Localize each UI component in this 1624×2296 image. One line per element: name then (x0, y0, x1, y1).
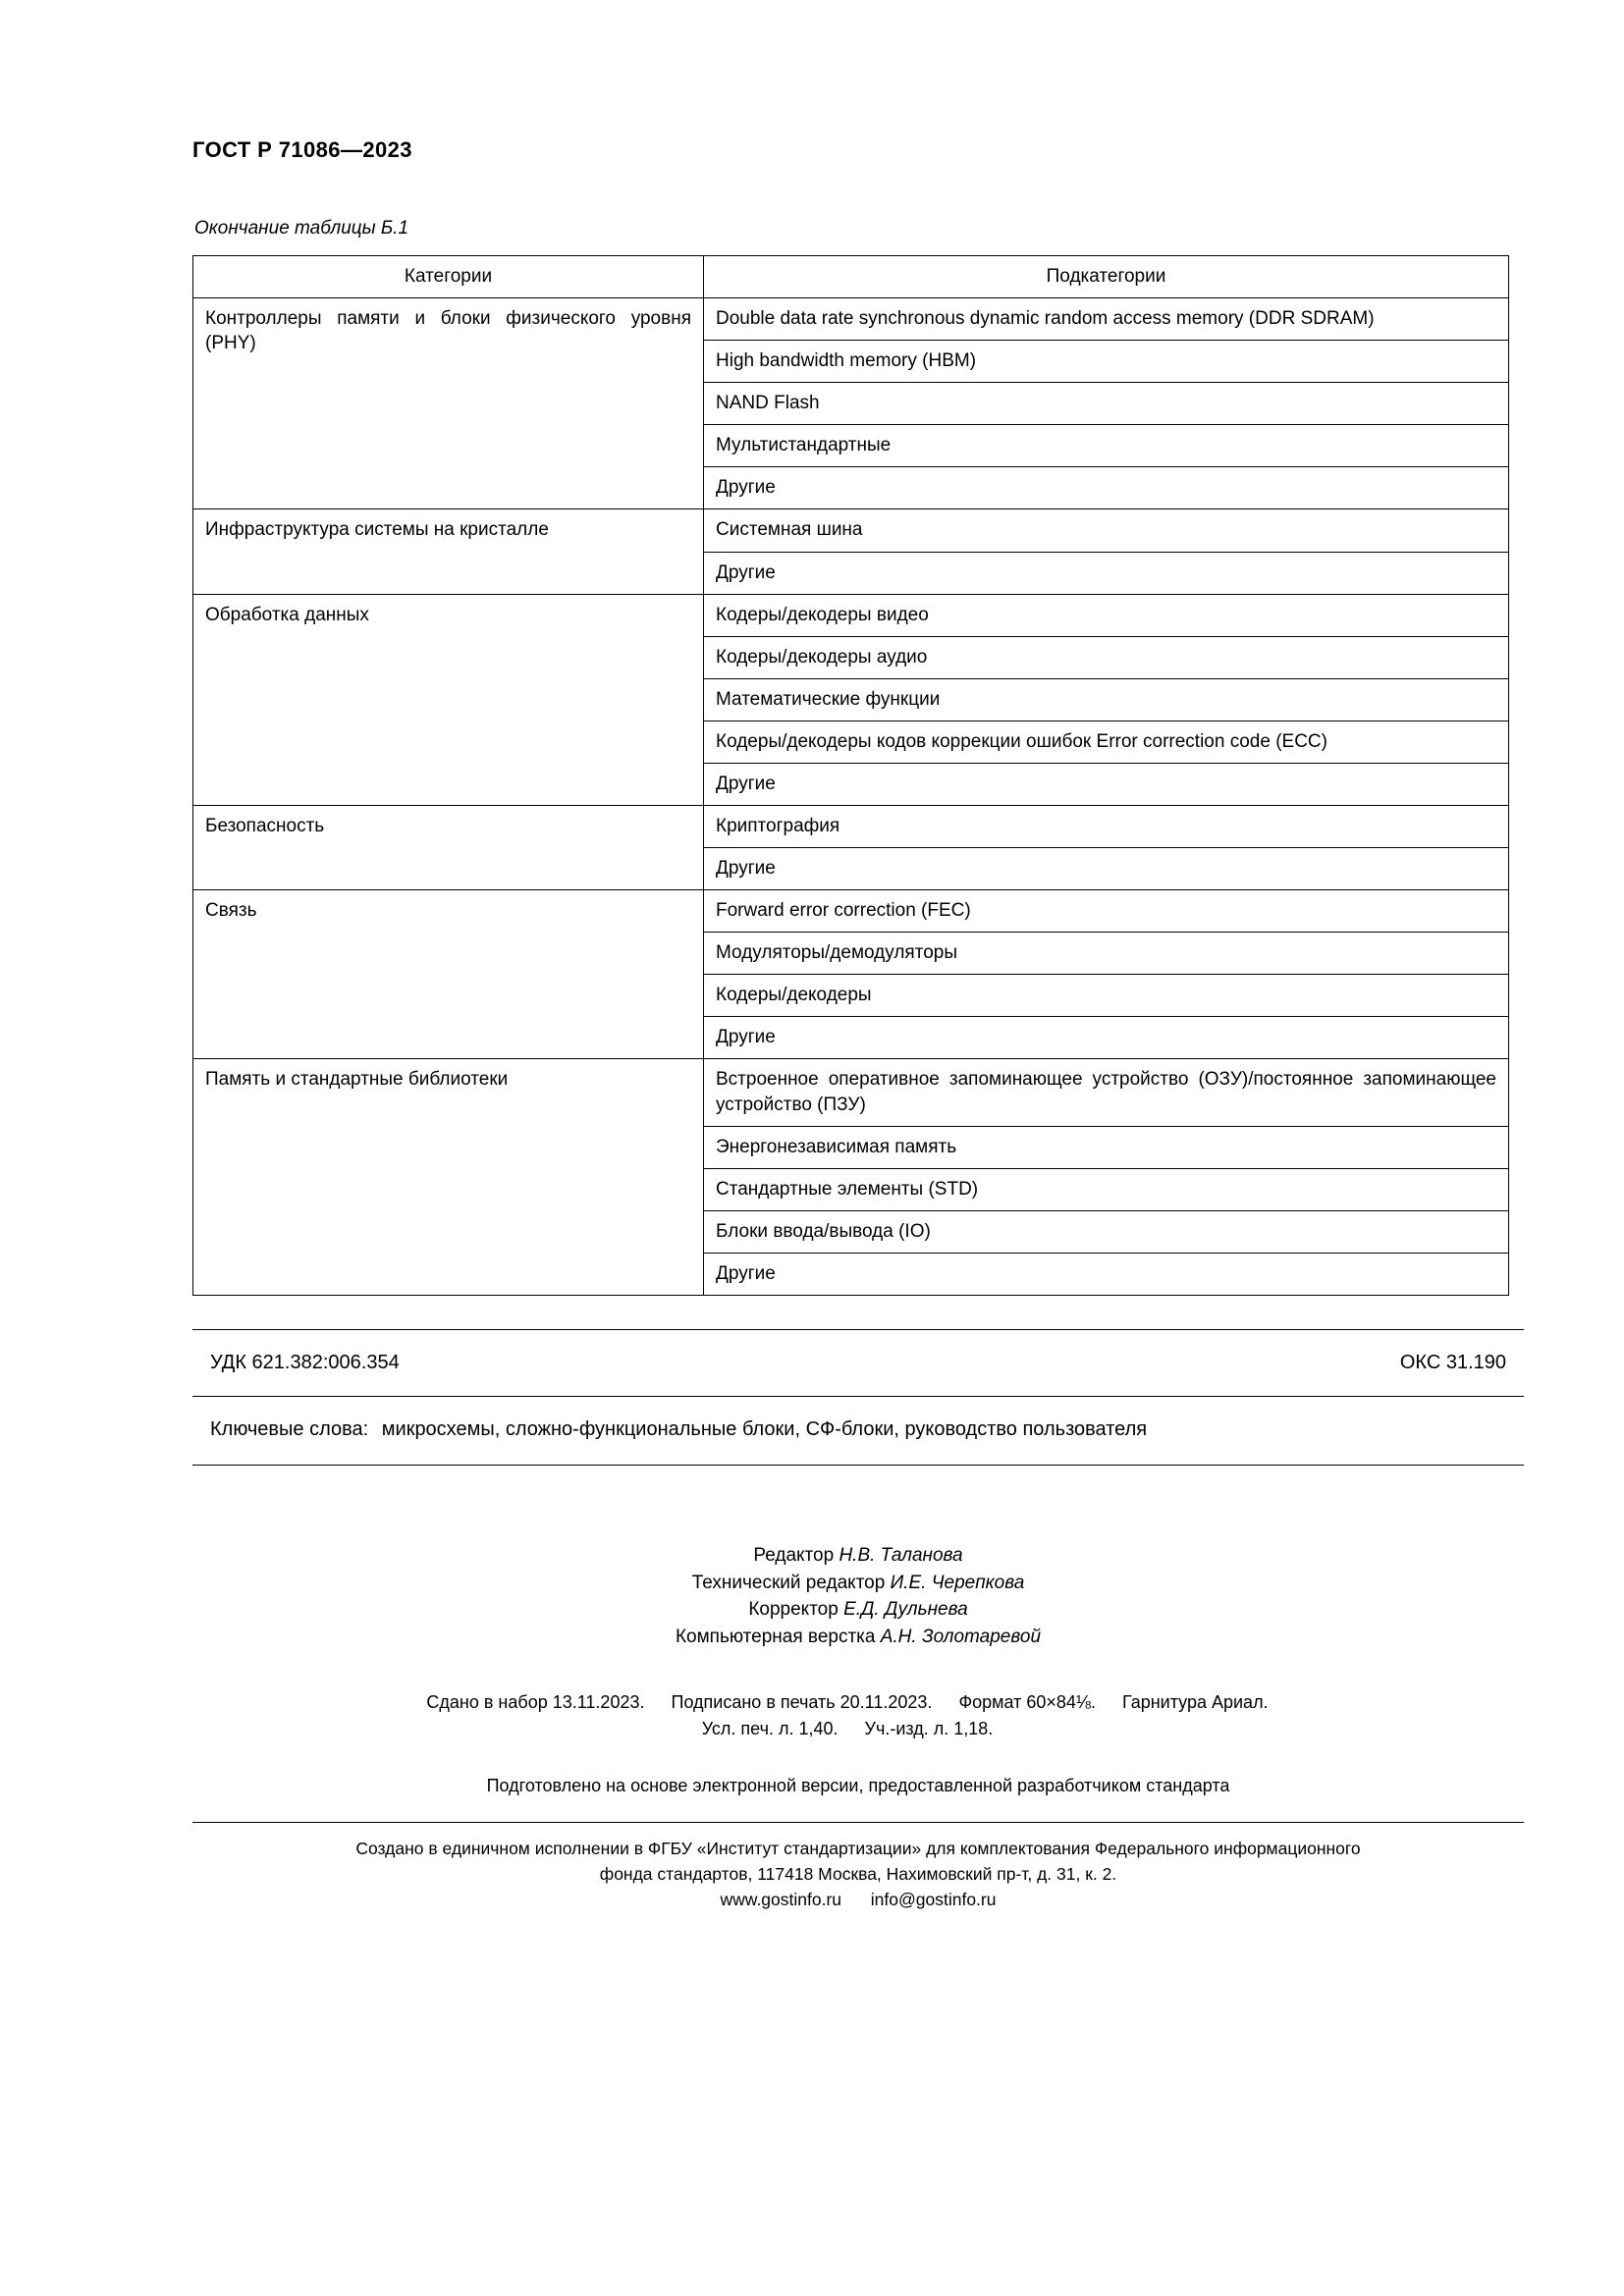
footer-line-3 (192, 1888, 1524, 1913)
subcategory-cell: Double data rate synchronous dynamic random access memory (DDR SDRAM) (704, 298, 1509, 341)
table-row (193, 298, 1509, 341)
column-header-categories: Категории (193, 256, 704, 298)
print-info-part: Подписано в печать 20.11.2023. (671, 1692, 933, 1713)
udk-code: УДК 621.382:006.354 (210, 1351, 400, 1373)
subcategory-cell: Энергонезависимая память (704, 1126, 1509, 1168)
print-info-line-2 (192, 1716, 1524, 1742)
category-cell: Безопасность (193, 806, 704, 890)
prepared-note: Подготовлено на основе электронной версии, предоставленной разработчиком стандарта (486, 1776, 1230, 1796)
credit-line (192, 1596, 1524, 1624)
publisher-website[interactable]: www.gostinfo.ru (720, 1889, 842, 1909)
print-info-part: Уч.-изд. л. 1,18. (864, 1719, 994, 1739)
category-cell: Контроллеры памяти и блоки физического уровня (PHY) (193, 298, 704, 509)
subcategory-cell: Другие (704, 763, 1509, 805)
print-info-block (192, 1689, 1524, 1742)
subcategory-cell: Forward error correction (FEC) (704, 890, 1509, 933)
subcategory-cell: Кодеры/декодеры (704, 975, 1509, 1017)
subcategory-cell: Другие (704, 1253, 1509, 1295)
credit-name: Н.В. Таланова (839, 1544, 963, 1566)
subcategory-cell: Стандартные элементы (STD) (704, 1168, 1509, 1210)
subcategory-cell: Криптография (704, 806, 1509, 848)
keywords-value: микросхемы, сложно-функциональные блоки, СФ-блоки, руководство пользователя (381, 1417, 1148, 1440)
subcategory-cell: Модуляторы/демодуляторы (704, 933, 1509, 975)
table-row (193, 890, 1509, 933)
print-info-line-1 (192, 1689, 1524, 1716)
subcategory-cell: Математические функции (704, 678, 1509, 721)
subcategory-cell: Кодеры/декодеры кодов коррекции ошибок Error correction code (ECC) (704, 721, 1509, 763)
column-header-subcategories: Подкатегории (704, 256, 1509, 298)
subcategory-cell: High bandwidth memory (HBM) (704, 341, 1509, 383)
table-header-row (193, 256, 1509, 298)
footer-line-2: фонда стандартов, 117418 Москва, Нахимовский пр-т, д. 31, к. 2. (599, 1864, 1117, 1885)
credits-block (192, 1542, 1524, 1650)
category-cell: Обработка данных (193, 594, 704, 805)
credit-role: Технический редактор (691, 1572, 886, 1593)
table-row (193, 806, 1509, 848)
divider-below-keywords (192, 1465, 1524, 1466)
credit-line (192, 1624, 1524, 1651)
table-body (193, 298, 1509, 1296)
table-caption: Окончание таблицы Б.1 (194, 218, 409, 239)
publisher-footer (192, 1823, 1524, 1913)
table-row (193, 509, 1509, 552)
classification-row (192, 1330, 1524, 1396)
credit-name: Е.Д. Дульнева (843, 1599, 968, 1621)
subcategory-cell: Мультистандартные (704, 425, 1509, 467)
subcategory-cell: NAND Flash (704, 383, 1509, 425)
page-title: ГОСТ Р 71086—2023 (192, 137, 412, 162)
print-info-part: Сдано в набор 13.11.2023. (426, 1692, 645, 1713)
credit-role: Корректор (748, 1599, 839, 1621)
subcategory-cell: Кодеры/декодеры аудио (704, 636, 1509, 678)
oks-code: ОКС 31.190 (1399, 1351, 1506, 1373)
subcategory-cell: Другие (704, 848, 1509, 890)
credit-line (192, 1570, 1524, 1597)
category-cell: Память и стандартные библиотеки (193, 1059, 704, 1295)
table-row (193, 594, 1509, 636)
credit-name: А.Н. Золотаревой (880, 1626, 1042, 1647)
publisher-email[interactable]: info@gostinfo.ru (870, 1889, 997, 1909)
subcategory-cell: Кодеры/декодеры видео (704, 594, 1509, 636)
credit-name: И.Е. Черепкова (890, 1572, 1025, 1593)
credit-line (192, 1542, 1524, 1570)
category-cell: Инфраструктура системы на кристалле (193, 509, 704, 594)
subcategory-cell: Другие (704, 467, 1509, 509)
keywords-row (192, 1397, 1524, 1465)
subcategory-cell: Системная шина (704, 509, 1509, 552)
credit-role: Редактор (753, 1544, 835, 1566)
table-header (193, 256, 1509, 298)
subcategory-cell: Блоки ввода/вывода (IO) (704, 1210, 1509, 1253)
category-cell: Связь (193, 890, 704, 1059)
subcategory-cell: Другие (704, 1017, 1509, 1059)
categories-table (192, 255, 1509, 1296)
print-info-part: Формат 60×84⅛. (958, 1692, 1096, 1713)
table-row (193, 1059, 1509, 1126)
keywords-label: Ключевые слова: (210, 1417, 369, 1440)
subcategory-cell: Другие (704, 552, 1509, 594)
print-info-part: Усл. печ. л. 1,40. (701, 1719, 839, 1739)
print-info-part: Гарнитура Ариал. (1121, 1692, 1269, 1713)
page-content (192, 137, 1524, 1913)
footer-line-1: Создано в единичном исполнении в ФГБУ «Институт стандартизации» для комплектования Федерального информационного (355, 1839, 1361, 1859)
credit-role: Компьютерная верстка (675, 1626, 876, 1647)
subcategory-cell: Встроенное оперативное запоминающее устройство (ОЗУ)/постоянное запоминающее устройство (ПЗУ) (704, 1059, 1509, 1126)
